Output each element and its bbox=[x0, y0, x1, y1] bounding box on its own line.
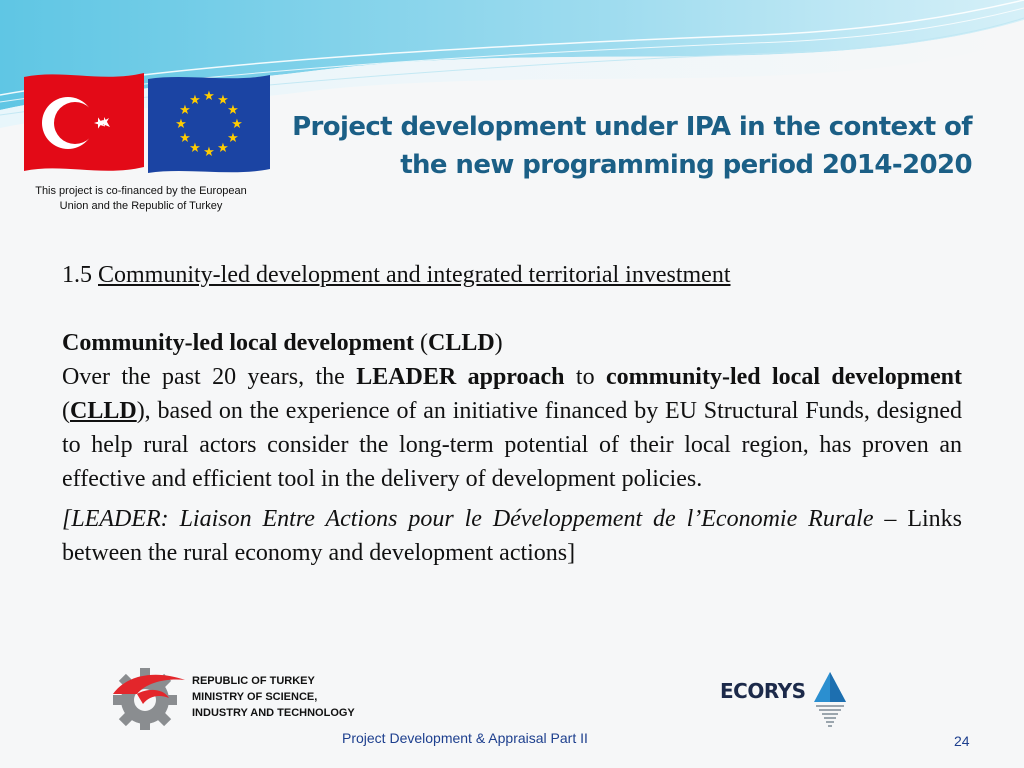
flags-logo bbox=[22, 67, 272, 177]
subheading-close: ) bbox=[494, 330, 503, 356]
svg-text:★: ★ bbox=[217, 93, 229, 108]
svg-text:★: ★ bbox=[175, 117, 187, 132]
slide-title bbox=[272, 108, 972, 184]
p1-text-c: to bbox=[564, 364, 606, 390]
subheading-bold: Community-led local development bbox=[62, 330, 414, 356]
ministry-line-1: REPUBLIC OF TURKEY bbox=[192, 675, 315, 687]
svg-text:★: ★ bbox=[203, 145, 215, 160]
cofinance-line-2: Union and the Republic of Turkey bbox=[59, 200, 223, 212]
section-heading bbox=[62, 258, 962, 292]
subheading-open: ( bbox=[413, 330, 428, 356]
p2-text: – Links between the rural economy and development actions] bbox=[62, 506, 962, 566]
p2-italic: [LEADER: Liaison Entre Actions pour le Développement de l’Economie Rurale bbox=[62, 506, 874, 532]
svg-text:★: ★ bbox=[217, 141, 229, 156]
ecorys-triangle-icon bbox=[812, 670, 848, 728]
paragraph-definition bbox=[62, 502, 962, 570]
svg-text:★: ★ bbox=[179, 103, 191, 118]
p1-text-e: ( bbox=[62, 398, 70, 424]
slide-title-line-1: Project development under IPA in the context of bbox=[292, 112, 972, 142]
svg-text:★: ★ bbox=[227, 131, 239, 146]
section-number: 1.5 bbox=[62, 262, 92, 288]
svg-text:★: ★ bbox=[231, 117, 243, 132]
p1-text-g: ), based on the experience of an initiative financed by EU Structural Funds, designed to help rural actors consider the long-term potential of their local region, has proven an effective and efficient tool in the delivery of development policies. bbox=[62, 398, 962, 492]
page-number: 24 bbox=[954, 733, 970, 749]
svg-text:★: ★ bbox=[203, 89, 215, 104]
footer-text: Project Development & Appraisal Part II bbox=[342, 730, 588, 746]
svg-text:★: ★ bbox=[227, 103, 239, 118]
ministry-name bbox=[192, 673, 355, 721]
p1-abbr-clld: CLLD bbox=[70, 398, 137, 424]
ecorys-wordmark: ECORYS bbox=[720, 679, 806, 703]
section-title: Community-led development and integrated territorial investment bbox=[98, 262, 731, 288]
slide-title-line-2: the new programming period 2014-2020 bbox=[400, 150, 972, 180]
svg-text:★: ★ bbox=[179, 131, 191, 146]
subheading bbox=[62, 326, 962, 360]
ministry-line-3: INDUSTRY AND TECHNOLOGY bbox=[192, 707, 355, 719]
svg-text:★: ★ bbox=[189, 93, 201, 108]
subheading-abbr: CLLD bbox=[427, 330, 495, 356]
p1-bold-clld: community-led local development bbox=[605, 364, 963, 390]
p1-bold-leader: LEADER approach bbox=[356, 364, 565, 390]
ministry-logo-icon bbox=[107, 664, 189, 730]
p1-text-a: Over the past 20 years, the bbox=[62, 364, 357, 390]
slide-body bbox=[62, 258, 962, 570]
svg-text:★: ★ bbox=[189, 141, 201, 156]
turkey-flag-icon bbox=[22, 69, 146, 175]
paragraph-leader bbox=[62, 360, 962, 496]
ecorys-logo bbox=[720, 668, 850, 730]
cofinance-note bbox=[10, 184, 272, 214]
ministry-line-2: MINISTRY OF SCIENCE, bbox=[192, 691, 318, 703]
cofinance-line-1: This project is co-financed by the European bbox=[35, 185, 247, 197]
eu-flag-icon bbox=[146, 73, 272, 177]
